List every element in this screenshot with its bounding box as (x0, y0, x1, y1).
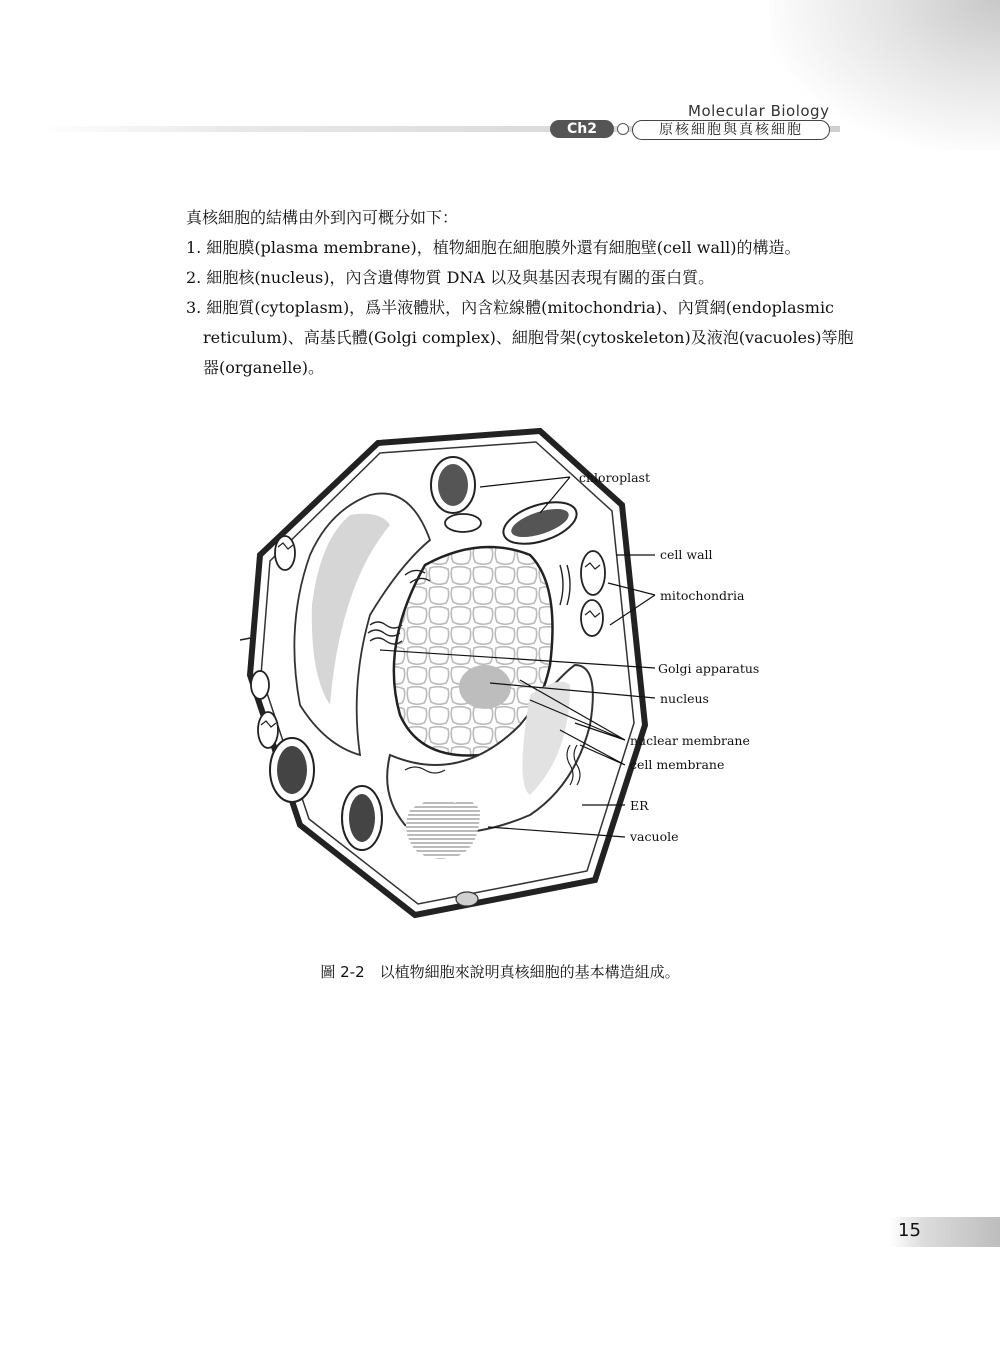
intro-paragraph: 真核細胞的結構由外到內可概分如下： (186, 208, 459, 227)
label-nuclear-membrane: nuclear membrane (630, 733, 750, 748)
label-golgi-apparatus: Golgi apparatus (658, 661, 760, 676)
running-head: Molecular Biology (688, 102, 830, 120)
label-er: ER (630, 798, 649, 813)
list-item: 3. 細胞質(cytoplasm)，爲半液體狀，內含粒線體(mitochondria)、內質網(endoplasmic reticulum)、高基氏體(Golgi complex)、細胞骨架(cytoskeleton)及液泡(vacuoles)等胞器(organelle)。 (186, 298, 854, 377)
label-cell-wall: cell wall (660, 547, 713, 562)
label-vacuole: vacuole (630, 829, 679, 844)
small-vacuole (456, 892, 478, 906)
label-chloroplast: chloroplast (579, 470, 650, 485)
chapter-badge: Ch2 (550, 120, 614, 138)
figure-caption: 圖 2-2 以植物細胞來說明真核細胞的基本構造組成。 (320, 963, 680, 981)
body-text (186, 203, 866, 383)
label-cell-membrane: cell membrane (630, 757, 725, 772)
nucleolus (459, 665, 511, 709)
chapter-dot (617, 123, 629, 135)
list-item: 2. 細胞核(nucleus)，內含遺傳物質 DNA 以及與基因表現有關的蛋白質。 (186, 268, 715, 287)
label-nucleus: nucleus (660, 691, 709, 706)
plant-cell-figure (230, 425, 790, 925)
chapter-title: 原核細胞與真核細胞 (632, 120, 830, 140)
list-item: 1. 細胞膜(plasma membrane)，植物細胞在細胞膜外還有細胞壁(cell wall)的構造。 (186, 238, 801, 257)
label-mitochondria: mitochondria (660, 588, 745, 603)
page-number: 15 (898, 1220, 921, 1241)
plant-cell-diagram (230, 425, 790, 925)
